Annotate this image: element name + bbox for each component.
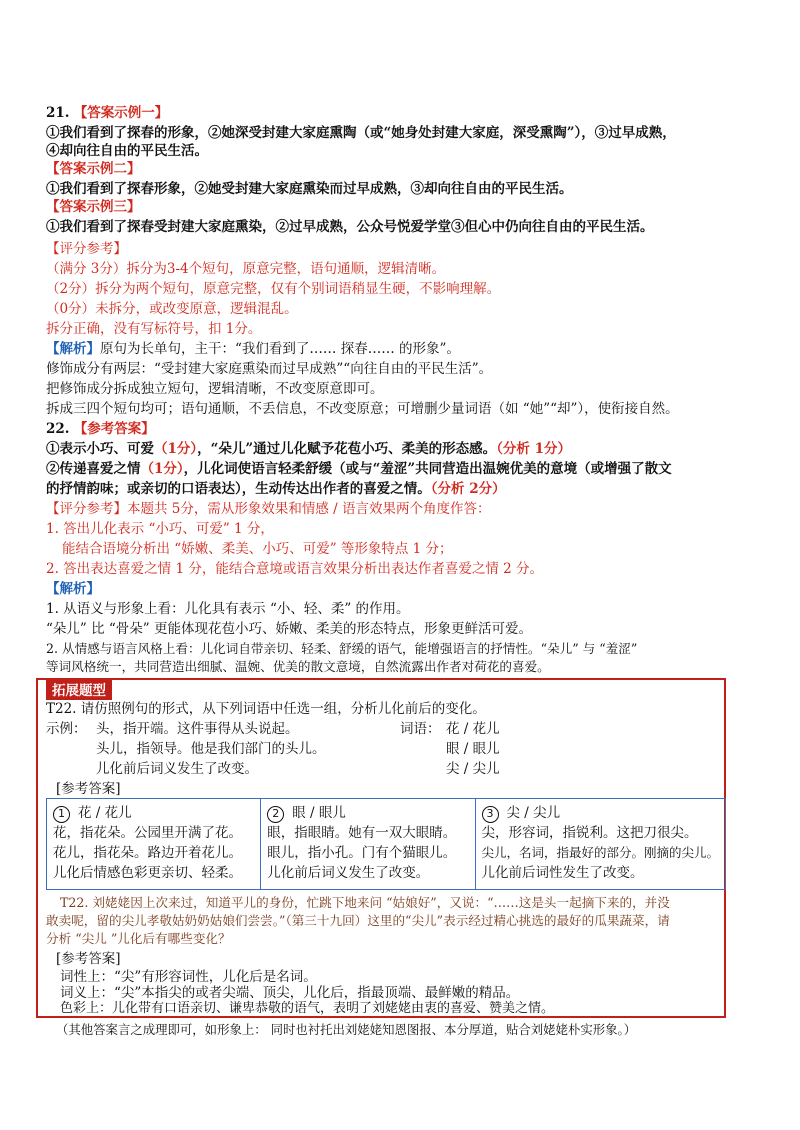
- q22-l2-a: ②传递喜爱之情: [46, 461, 141, 477]
- cell2-title: 眼 / 眼儿: [292, 805, 346, 821]
- q21-score-line2: （2分）拆分为两个短句，原意完整，仅有个别词语稍显生硬，不影响理解。: [46, 281, 501, 297]
- ext-word3: 尖 / 尖儿: [446, 761, 500, 777]
- q22-l3-a: 的抒情韵味；或亲切的口语表达），生动传达出作者的喜爱之情。: [46, 481, 431, 497]
- cell1-title: 花 / 花儿: [78, 805, 132, 821]
- q21-analysis-line1: [46, 340, 460, 358]
- q22-analysis-line2: “朵儿” 比 “骨朵” 更能体现花苞小巧、娇嫩、柔美的形态特点，形象更鲜活可爱。: [46, 621, 532, 637]
- q22-analysis-line3: 2. 从情感与语言风格上看：儿化词自带亲切、轻柔、舒缓的语气，能增强语言的抒情性。“朵儿” 与 “羞涩”: [46, 641, 638, 656]
- q21-score-line1: （满分 3分）拆分为3-4个短句，原意完整，语句通顺，逻辑清晰。: [46, 261, 446, 277]
- q22-l1-score: （1分）: [154, 441, 198, 457]
- ext-example-line1: 头，指开端。这件事得从头说起。: [96, 721, 299, 737]
- cell3-line3: 儿化前后词性发生了改变。: [481, 865, 644, 881]
- cell1-line1: 花，指花朵。公园里开满了花。: [53, 825, 242, 841]
- q21-example3-tag: 【答案示例三】: [46, 199, 141, 215]
- ext-example-line3: 儿化前后词义发生了改变。: [96, 761, 258, 777]
- q22-score-line0: [46, 500, 491, 518]
- ext-words-label: 词语：: [400, 721, 441, 737]
- q22-answer-line1: [46, 440, 571, 458]
- ext-ref-tag: [参考答案]: [56, 781, 121, 797]
- ext-t2-line3: 分析 “尖儿 ”儿化后有哪些变化？: [46, 931, 231, 946]
- cell2-line3: 儿化前后词义发生了改变。: [267, 865, 430, 881]
- ext-answer1: 词性上：“尖”有形容词性，儿化后是名词。: [60, 969, 317, 985]
- circled-number-2: 2: [267, 806, 284, 823]
- q22-l1-analysis-score: （分析 1分）: [496, 441, 572, 457]
- extension-badge: 拓展题型: [46, 678, 112, 700]
- q22-score-text0: 本题共 5分，需从形象效果和情感 / 语言效果两个角度作答：: [127, 501, 491, 517]
- ext-t2-line2: 敢卖呢，留的尖儿孝敬姑奶奶姑娘们尝尝。”（第三十九回）这里的“尖儿”表示经过精心挑选的最好的瓜果蔬菜，请: [46, 913, 670, 928]
- cell2-line1: 眼，指眼睛。她有一双大眼睛。: [267, 825, 457, 841]
- q21-score-line4: 拆分正确，没有写标符号，扣 1分。: [46, 321, 262, 337]
- answer-grid: [46, 798, 726, 890]
- ext-ref2-tag: [参考答案]: [56, 951, 121, 967]
- q22-l3-score: （分析 2分）: [430, 481, 506, 497]
- answer-cell-1: [47, 799, 261, 889]
- q21-analysis-line3: 把修饰成分拆成独立短句，逻辑清晰，不改变原意即可。: [46, 381, 384, 397]
- q21-example1-tag: 【答案示例一】: [73, 105, 169, 121]
- q22-analysis-line1: 1. 从语义与形象上看：儿化具有表示 “小、轻、柔” 的作用。: [46, 601, 410, 617]
- answer-cell-2: [261, 799, 475, 889]
- q21-analysis-line4: 拆成三四个短句均可；语句通顺，不丢信息，不改变原意；可增删少量词语（如 “她”“却”），使衔接自然。: [46, 401, 679, 417]
- q22-analysis-tag: 【解析】: [46, 581, 100, 597]
- ext-answer2: 词义上：“尖”本指尖的或者尖端、顶尖，儿化后，指最顶端、最鲜嫩的精品。: [60, 985, 520, 1001]
- cell1-line2: 花儿，指花朵。路边开着花儿。: [53, 845, 242, 861]
- q21-score-line3: （0分）未拆分，或改变原意，逻辑混乱。: [46, 301, 298, 317]
- q22-l1-a: ①表示小巧、可爱: [46, 441, 154, 457]
- q21-example3-line1: ①我们看到了探春受封建大家庭熏染，②过早成熟，公众号悦爱学堂③但心中仍向往自由的平民生活。: [46, 219, 654, 235]
- q22-answer-line3: [46, 480, 506, 498]
- ext-t2-line1: T22. 刘姥姥因上次来过，知道平儿的身份，忙跳下地来问 “姑娘好”，又说：“……这是头一起摘下来的，并没: [60, 895, 670, 910]
- ext-word1: 花 / 花儿: [446, 721, 500, 737]
- cell3-line2: 尖儿，名词，指最好的部分。刚摘的尖儿。: [481, 845, 720, 860]
- circled-number-3: 3: [482, 806, 499, 823]
- q21-example1-line2: ④却向往自由的平民生活。: [46, 143, 208, 159]
- q21-number: 21.: [46, 105, 70, 121]
- answer-cell-3: [476, 799, 726, 889]
- q21-example1-line1: ①我们看到了探春的形象，②她深受封建大家庭熏陶（或“她身处封建大家庭，深受熏陶”），③过早成熟，: [46, 125, 676, 141]
- ext-question-line: T22. 请仿照例句的形式，从下列词语中任选一组，分析儿化前后的变化。: [46, 701, 486, 717]
- ext-answer4: （其他答案言之成理即可，如形象上： 同时也衬托出刘姥姥知恩图报、本分厚道，贴合刘姥姥朴实形象。）: [56, 1022, 637, 1037]
- q22-score-line2: 能结合语境分析出 “娇嫩、柔美、小巧、可爱” 等形象特点 1 分；: [62, 541, 453, 557]
- q22-analysis-line4: 等词风格统一，共同营造出细腻、温婉、优美的散文意境，自然流露出作者对荷花的喜爱。: [46, 659, 550, 674]
- ext-example-line2: 头儿，指领导。他是我们部门的头儿。: [96, 741, 326, 757]
- q22-answer-line2: [46, 460, 672, 478]
- ext-answer3: 色彩上：儿化带有口语亲切、谦卑恭敬的语气，表明了刘姥姥由衷的喜爱、赞美之情。: [60, 1001, 555, 1016]
- q22-score-tag: 【评分参考】: [46, 501, 127, 517]
- cell3-line1: 尖，形容词，指锐利。这把刀很尖。: [481, 825, 698, 841]
- q22-score-line1: 1. 答出儿化表示 “小巧、可爱” 1 分，: [46, 521, 274, 537]
- circled-number-1: 1: [53, 806, 70, 823]
- q21-analysis-tag: 【解析】: [46, 341, 100, 357]
- q22-header: [46, 420, 155, 438]
- q21-header: [46, 104, 168, 122]
- cell1-line3: 儿化后情感色彩更亲切、轻柔。: [53, 865, 242, 881]
- q21-score-tag: 【评分参考】: [46, 241, 127, 257]
- q22-l2-c: ，儿化词使语言轻柔舒缓（或与“羞涩”共同营造出温婉优美的意境（或增强了散文: [183, 461, 672, 477]
- q22-number: 22.: [46, 421, 70, 437]
- q21-example2-line1: ①我们看到了探春形象，②她受封建大家庭熏染而过早成熟，③却向往自由的平民生活。: [46, 181, 573, 197]
- q21-example2-tag: 【答案示例二】: [46, 161, 141, 177]
- q22-score-line3: 2. 答出表达喜爱之情 1 分，能结合意境或语言效果分析出表达作者喜爱之情 2 分。: [46, 561, 544, 577]
- q22-ref-tag: 【参考答案】: [73, 421, 155, 437]
- ext-example-label: 示例：: [46, 721, 87, 737]
- cell2-line2: 眼儿，指小孔。门有个猫眼儿。: [267, 845, 457, 861]
- ext-word2: 眼 / 眼儿: [446, 741, 500, 757]
- q22-l2-score: （1分）: [140, 461, 184, 477]
- q21-analysis-text1: 原句为长单句，主干：“我们看到了…… 探春…… 的形象”。: [100, 341, 460, 357]
- q21-analysis-line2: 修饰成分有两层：“受封建大家庭熏染而过早成熟”“向往自由的平民生活”。: [46, 361, 493, 377]
- cell3-title: 尖 / 尖儿: [506, 805, 561, 821]
- q22-l1-c: ，“朵儿”通过儿化赋予花苞小巧、柔美的形态感。: [197, 441, 497, 457]
